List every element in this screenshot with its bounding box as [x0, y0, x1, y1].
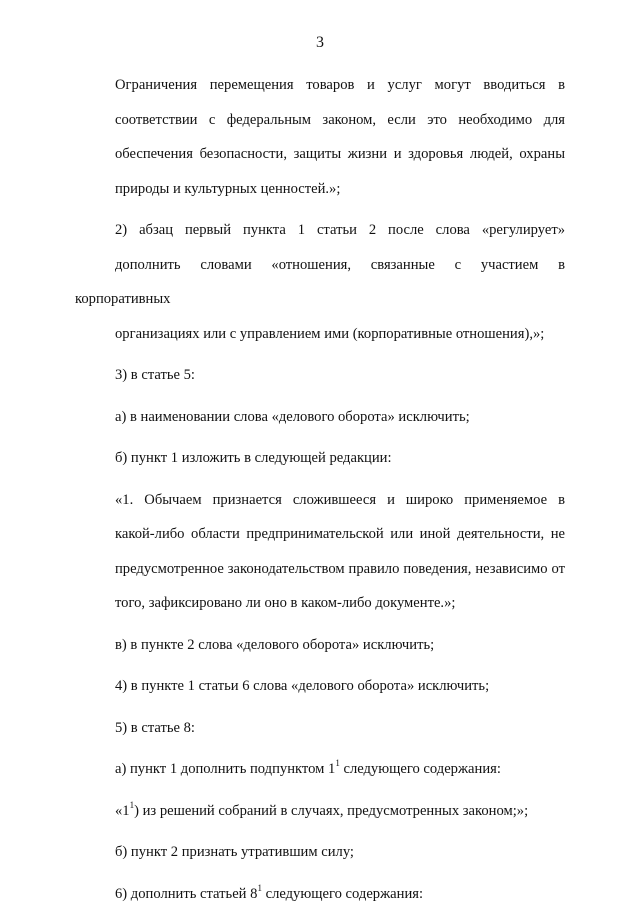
text-fragment: «1 — [115, 802, 130, 819]
text-line — [75, 794, 565, 829]
paragraph-item-5a — [75, 752, 565, 787]
text-line: того, зафиксировано ли оно в каком-либо документе.»; — [115, 595, 456, 611]
text-line: а) в наименовании слова «делового оборота» исключить; — [115, 408, 470, 425]
text-fragment: а) пункт 1 дополнить подпунктом 1 — [115, 761, 336, 777]
text-line: Ограничения перемещения товаров и услуг могут вводиться в — [115, 77, 565, 93]
text-line: 5) в статье 8: — [115, 719, 195, 736]
paragraph-subitem-1-1 — [75, 794, 565, 829]
text-fragment: следующего содержания: — [261, 885, 424, 902]
superscript: 1 — [335, 758, 340, 769]
text-line: 3) в статье 5: — [115, 367, 195, 383]
text-line: б) пункт 2 признать утратившим силу; — [115, 844, 354, 860]
paragraph-item-3 — [75, 358, 565, 393]
text-line: природы и культурных ценностей.»; — [115, 180, 341, 197]
text-line: соответствии с федеральным законом, если это необходимо для — [115, 111, 565, 128]
text-fragment: ) из решений собраний в случаях, предусмотренных законом;»; — [134, 802, 529, 819]
text-fragment: следующего содержания: — [339, 761, 501, 777]
text-line: 4) в пункте 1 статьи 6 слова «делового оборота» исключить; — [115, 678, 490, 694]
text-line — [75, 752, 565, 787]
superscript: 1 — [257, 882, 262, 893]
paragraph-custom-definition — [75, 483, 565, 621]
text-line: «1. Обычаем признается сложившееся и широко применяемое в — [115, 491, 565, 508]
text-line: дополнить словами «отношения, связанные с участием в корпоративных — [75, 256, 565, 307]
text-line: 2) абзац первый пункта 1 статьи 2 после слова «регулирует» — [115, 222, 565, 238]
text-fragment: 6) дополнить статьей 8 — [115, 885, 258, 902]
text-line — [75, 877, 565, 912]
page-number: 3 — [316, 34, 324, 51]
paragraph-item-3v — [75, 628, 565, 663]
paragraph-item-5b — [75, 835, 565, 870]
paragraph-restrictions — [75, 68, 565, 206]
paragraph-item-4 — [75, 669, 565, 704]
text-line: организациях или с управлением ими (корпоративные отношения),»; — [115, 325, 545, 342]
paragraph-item-5 — [75, 711, 565, 746]
paragraph-item-6 — [75, 877, 565, 912]
text-line: обеспечения безопасности, защиты жизни и здоровья людей, охраны — [115, 146, 565, 162]
text-line: предусмотренное законодательством правило поведения, независимо от — [115, 560, 565, 577]
paragraph-item-3b — [75, 441, 565, 476]
paragraph-item-3a — [75, 400, 565, 435]
document-body — [75, 68, 565, 918]
text-line: б) пункт 1 изложить в следующей редакции: — [115, 450, 392, 466]
paragraph-item-2 — [75, 213, 565, 351]
text-line: какой-либо области предпринимательской или иной деятельности, не — [115, 526, 565, 542]
text-line: в) в пункте 2 слова «делового оборота» исключить; — [115, 636, 435, 653]
superscript: 1 — [129, 799, 135, 810]
